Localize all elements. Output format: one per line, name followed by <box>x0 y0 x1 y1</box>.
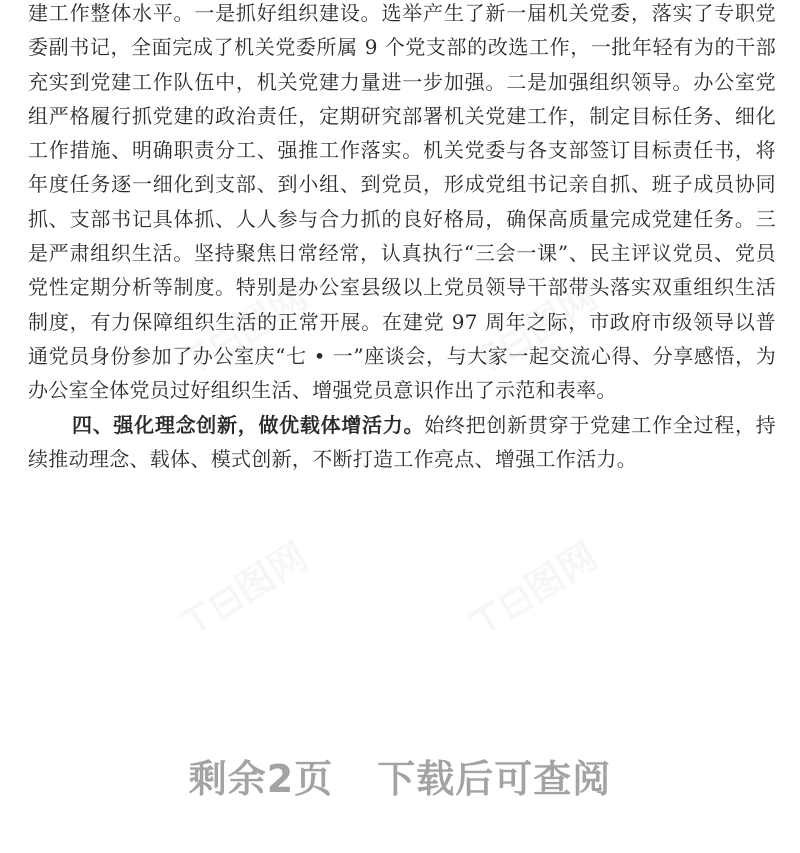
watermark: ⊤⊟图网 <box>171 534 316 647</box>
body-paragraph: 建工作整体水平。一是抓好组织建设。选举产生了新一届机关党委，落实了专职党委副书记，全面完成了机关党委所属 9 个党支部的改选工作，一批年轻有为的干部充实到党建工作队伍中，机关党建力量进一步加强。二是加强组织领导。办公室党组严格履行抓党建的政治责任，定期研究部署机关党建工作，制定目标任务、细化工作措施、明确职责分工、强推工作落实。机关党委与各支部签订目标责任书，将年度任务逐一细化到支部、到小组、到党员，形成党组书记亲自抓、班子成员协同抓、支部书记具体抓、人人参与合力抓的良好格局，确保高质量完成党建任务。三是严肃组织生活。坚持聚焦日常经常，认真执行“三会一课”、民主评议党员、党员党性定期分析等制度。特别是办公室县级以上党员领导干部带头落实双重组织生活制度，有力保障组织生活的正常开展。在建党 97 周年之际，市政府市级领导以普通党员身份参加了办公室庆“七 • 一”座谈会，与大家一起交流心得、分享感悟，为办公室全体党员过好组织生活、增强党员意识作出了示范和表率。 <box>28 1 776 403</box>
watermark: ⊤⊟图网 <box>461 534 606 647</box>
section-body-text: 始终把创新贯穿于党建工作全过程，持续推动理念、载体、模式创新，不断打造工作亮点、增强工作活力。 <box>28 412 776 471</box>
watermark: ⊤⊟图网 <box>171 274 316 387</box>
remaining-pages-label: 剩余2页 <box>188 757 334 801</box>
download-to-read-label: 下载后可查阅 <box>377 757 612 801</box>
document-body <box>28 0 776 476</box>
body-paragraph <box>28 408 776 477</box>
watermark: ⊤⊟图网 <box>461 274 606 387</box>
download-prompt-banner[interactable] <box>0 748 800 803</box>
section-heading: 四、强化理念创新，做优载体增活力。 <box>72 412 425 437</box>
